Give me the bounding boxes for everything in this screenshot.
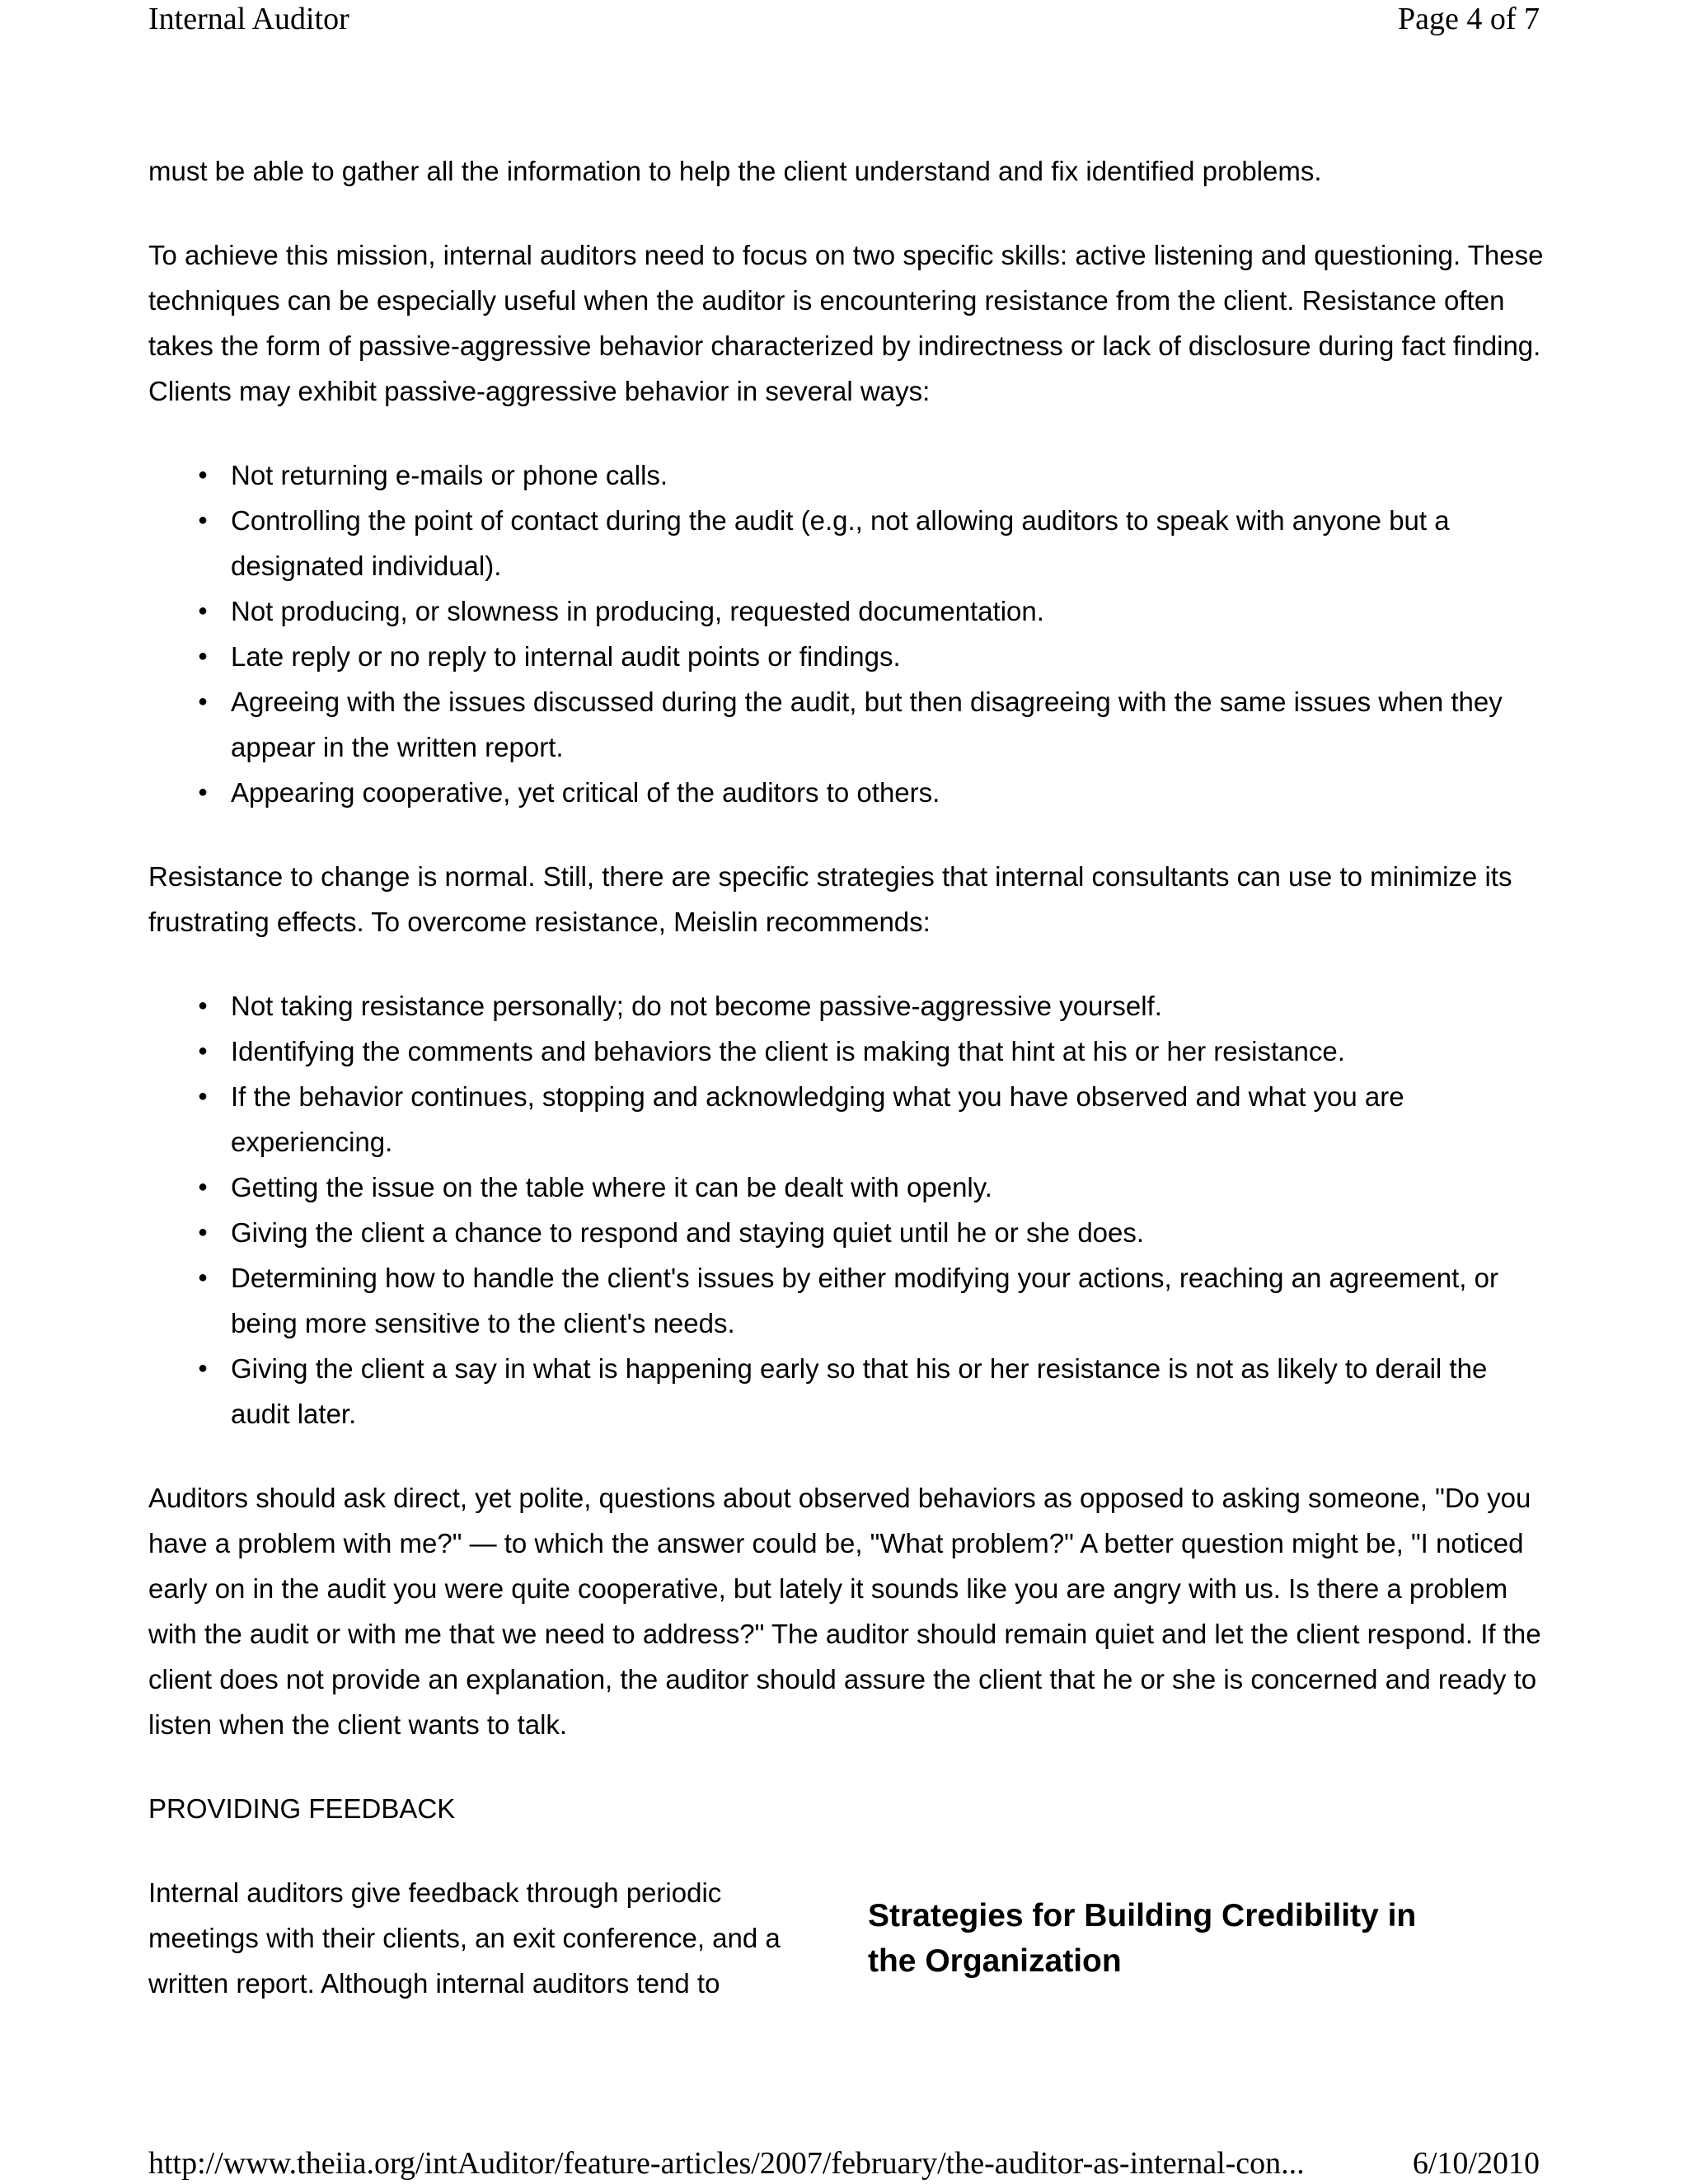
paragraph-questions: Auditors should ask direct, yet polite, questions about observed behaviors as opposed to asking someone, "Do you have a problem with me?" — to which the answer could be, "What problem?" A better question might be, "I noticed early on in the audit you were quite cooperative, but lately it sounds like you are angry with us. Is there a problem with the audit or with me that we need to address?" The auditor should remain quiet and let the client respond. If the client does not provide an explanation, the auditor should assure the client that he or she is concerned and ready to listen when the client wants to talk. <box>148 1483 1541 1740</box>
footer-url: http://www.theiia.org/intAuditor/feature-articles/2007/february/the-auditor-as-internal-con... <box>148 2146 1305 2181</box>
article-body <box>148 148 1550 2006</box>
paragraph-feedback: Internal auditors give feedback through periodic meetings with their clients, an exit conference, and a written report. Although internal auditors tend to <box>148 1877 781 1999</box>
list-item: ● Not returning e-mails or phone calls. <box>231 452 1550 498</box>
feedback-column <box>148 1870 808 2006</box>
paragraph-mission: To achieve this mission, internal auditors need to focus on two specific skills: active listening and questioning. These techniques can be especially useful when the auditor is encountering resistance from the client. Resistance often takes the form of passive-aggressive behavior characterized by indirectness or lack of disclosure during fact finding. Clients may exhibit passive-aggressive behavior in several ways: <box>148 240 1544 406</box>
list-item: ● Not taking resistance personally; do not become passive-aggressive yourself. <box>231 983 1550 1029</box>
list-item: ● Controlling the point of contact during the audit (e.g., not allowing auditors to speak with anyone but a designated individual). <box>231 498 1550 588</box>
paragraph-resistance: Resistance to change is normal. Still, there are specific strategies that internal consultants can use to minimize its frustrating effects. To overcome resistance, Meislin recommends: <box>148 861 1512 937</box>
list-item: ● Identifying the comments and behaviors the client is making that hint at his or her resistance. <box>231 1029 1550 1074</box>
recommendations-list <box>148 983 1550 1436</box>
sidebar-title: Strategies for Building Credibility in the Organization <box>868 1898 1417 1979</box>
list-item: ● If the behavior continues, stopping and acknowledging what you have observed and what you are experiencing. <box>231 1074 1550 1165</box>
sidebar-box <box>868 1893 1461 1984</box>
page-number: Page 4 of 7 <box>1397 2 1540 36</box>
list-item: ● Agreeing with the issues discussed during the audit, but then disagreeing with the same issues when they appear in the written report. <box>231 679 1550 770</box>
header-title: Internal Auditor <box>148 2 349 36</box>
list-item: ● Determining how to handle the client's issues by either modifying your actions, reaching an agreement, or being more sensitive to the client's needs. <box>231 1255 1550 1346</box>
list-item: ● Not producing, or slowness in producing, requested documentation. <box>231 588 1550 634</box>
list-item: ● Getting the issue on the table where it can be dealt with openly. <box>231 1165 1550 1210</box>
list-item: ● Giving the client a say in what is happening early so that his or her resistance is not as likely to derail the audit later. <box>231 1346 1550 1436</box>
footer-date: 6/10/2010 <box>1412 2146 1540 2181</box>
list-item: ● Late reply or no reply to internal audit points or findings. <box>231 634 1550 679</box>
list-item: ● Appearing cooperative, yet critical of the auditors to others. <box>231 770 1550 815</box>
paragraph-intro: must be able to gather all the information to help the client understand and fix identified problems. <box>148 156 1322 186</box>
feedback-section <box>148 1870 1550 2006</box>
list-item: ● Giving the client a chance to respond and staying quiet until he or she does. <box>231 1210 1550 1255</box>
section-heading: PROVIDING FEEDBACK <box>148 1793 456 1824</box>
passive-aggressive-list <box>148 452 1550 815</box>
